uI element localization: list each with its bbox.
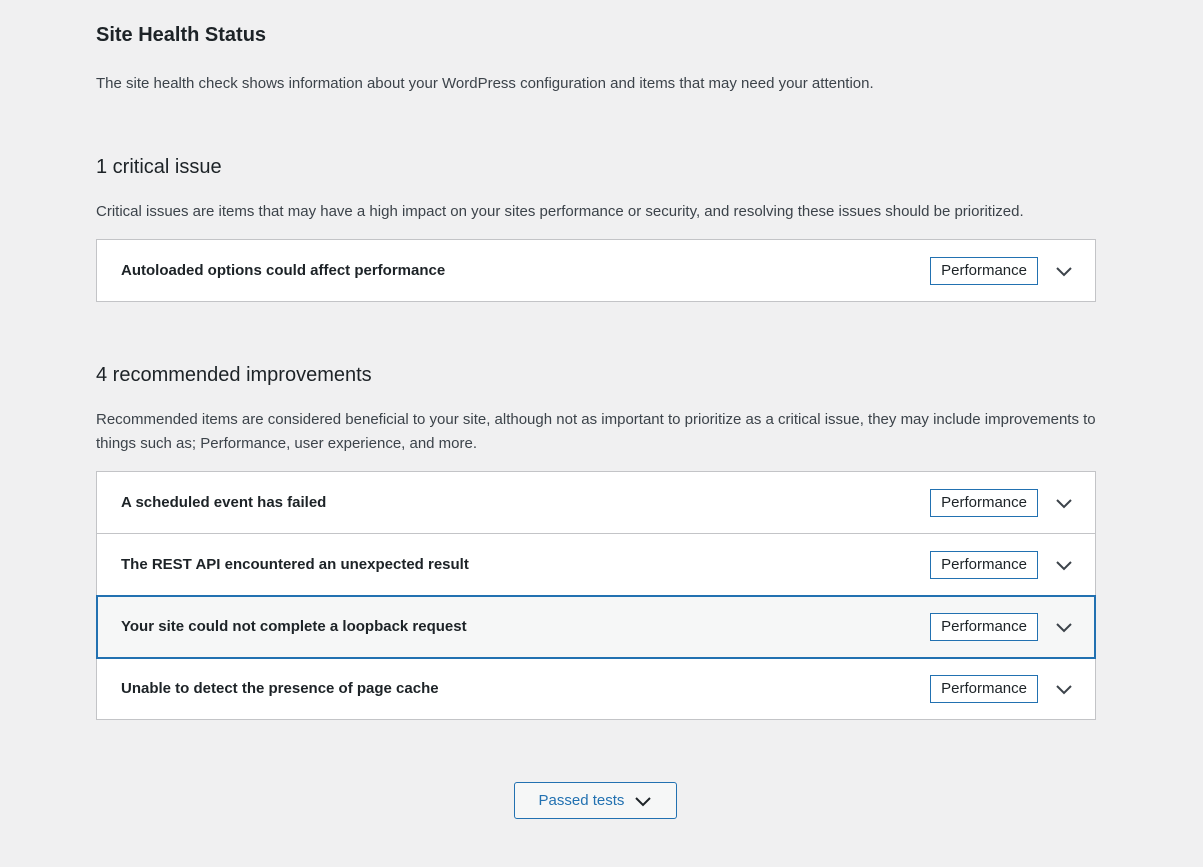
recommended-issues-list: [96, 471, 1096, 720]
issue-item-loopback-request[interactable]: [97, 596, 1095, 658]
passed-tests-label: Passed tests: [538, 792, 625, 809]
critical-section-title: 1 critical issue: [96, 156, 222, 178]
issue-title: Autoloaded options could affect performance: [121, 262, 446, 279]
chevron-down-icon: [634, 795, 652, 807]
issue-title: Your site could not complete a loopback request: [121, 618, 467, 635]
issue-title: Unable to detect the presence of page cache: [121, 680, 439, 697]
category-badge: Performance: [930, 675, 1038, 703]
issue-title: The REST API encountered an unexpected result: [121, 556, 469, 573]
page-title: Site Health Status: [96, 24, 267, 46]
critical-issues-list: [96, 239, 1096, 302]
recommended-section-title: 4 recommended improvements: [96, 364, 372, 386]
recommended-section-description: Recommended items are considered beneficial to your site, although not as important to prioritize as a critical issue, they may include improvements to things such as; Performance, user experience, and more.: [96, 411, 1096, 452]
issue-title: A scheduled event has failed: [121, 494, 327, 511]
critical-section-description: Critical issues are items that may have a high impact on your sites performance or security, and resolving these issues should be prioritized.: [96, 203, 1024, 220]
category-badge: Performance: [930, 551, 1038, 579]
chevron-down-icon[interactable]: [1055, 621, 1073, 633]
issue-item-rest-api[interactable]: [97, 534, 1095, 596]
passed-tests-button[interactable]: [514, 782, 677, 819]
issue-item-scheduled-event[interactable]: [97, 472, 1095, 534]
category-badge: Performance: [930, 613, 1038, 641]
chevron-down-icon[interactable]: [1055, 497, 1073, 509]
chevron-down-icon[interactable]: [1055, 683, 1073, 695]
category-badge: Performance: [930, 257, 1038, 285]
chevron-down-icon[interactable]: [1055, 265, 1073, 277]
issue-item-page-cache[interactable]: [97, 658, 1095, 719]
issue-item-autoloaded-options[interactable]: [97, 240, 1095, 301]
page-description: The site health check shows information about your WordPress configuration and items that may need your attention.: [96, 75, 874, 92]
chevron-down-icon[interactable]: [1055, 559, 1073, 571]
category-badge: Performance: [930, 489, 1038, 517]
